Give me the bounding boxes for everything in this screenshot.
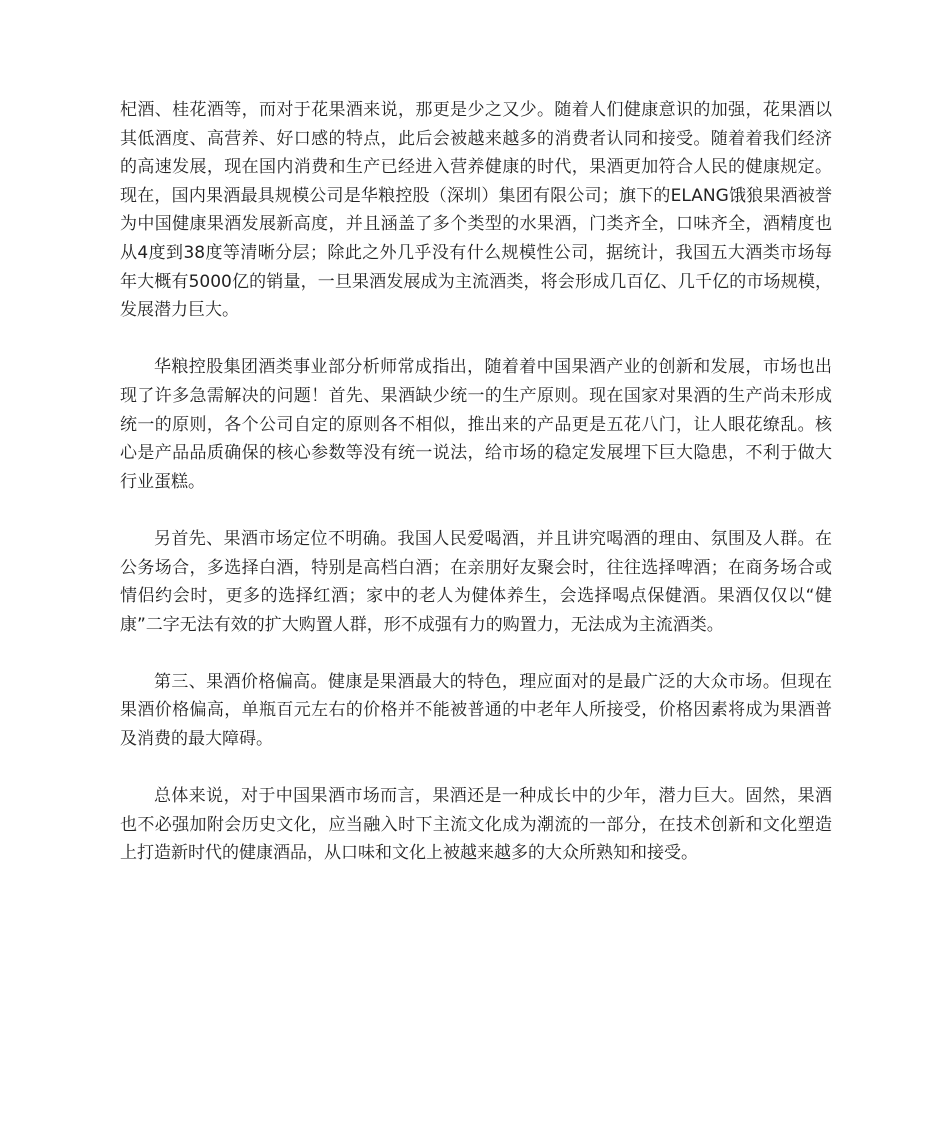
paragraph-market-positioning: 另首先、果酒市场定位不明确。我国人民爱喝酒，并且讲究喝酒的理由、氛围及人群。在公务场合，多选择白酒，特别是高档白酒；在亲朋好友聚会时，往往选择啤酒；在商务场合或情侣约会时，更多的选择红酒；家中的老人为健体养生，会选择喝点保健酒。果酒仅仅以“健康”二字无法有效的扩大购置人群，形不成强有力的购置力，无法成为主流酒类。 (120, 528, 832, 635)
paragraph-analyst: 华粮控股集团酒类事业部分析师常成指出，随着着中国果酒产业的创新和发展，市场也出现了许多急需解决的问题！首先、果酒缺少统一的生产原则。现在国家对果酒的生产尚未形成统一的原则，各个公司自定的原则各不相似，推出来的产品更是五花八门，让人眼花缭乱。核心是产品品质确保的核心参数等没有统一说法，给市场的稳定发展埋下巨大隐患，不利于做大行业蛋糕。 (120, 357, 832, 492)
paragraph-summary: 总体来说，对于中国果酒市场而言，果酒还是一种成长中的少年，潜力巨大。固然，果酒也不必强加附会历史文化，应当融入时下主流文化成为潮流的一部分，在技术创新和文化塑造上打造新时代的健康酒品，从口味和文化上被越来越多的大众所熟知和接受。 (120, 786, 832, 864)
paragraph-price: 第三、果酒价格偏高。健康是果酒最大的特色，理应面对的是最广泛的大众市场。但现在果酒价格偏高，单瓶百元左右的价格并不能被普通的中老年人所接受，价格因素将成为果酒普及消费的最大障碍。 (120, 671, 832, 750)
document-body (120, 96, 832, 868)
paragraph-intro: 杞酒、桂花酒等，而对于花果酒来说，那更是少之又少。随着人们健康意识的加强，花果酒以其低酒度、高营养、好口感的特点，此后会被越来越多的消费者认同和接受。随着着我们经济的高速发展，现在国内消费和生产已经进入营养健康的时代，果酒更加符合人民的健康规定。现在，国内果酒最具规模公司是华粮控股（深圳）集团有限公司；旗下的ELANG饿狼果酒被誉为中国健康果酒发展新高度，并且涵盖了多个类型的水果酒，门类齐全，口味齐全，酒精度也从4度到38度等清晰分层；除此之外几乎没有什么规模性公司，据统计，我国五大酒类市场每年大概有5000亿的销量，一旦果酒发展成为主流酒类，将会形成几百亿、几千亿的市场规模，发展潜力巨大。 (120, 100, 832, 321)
